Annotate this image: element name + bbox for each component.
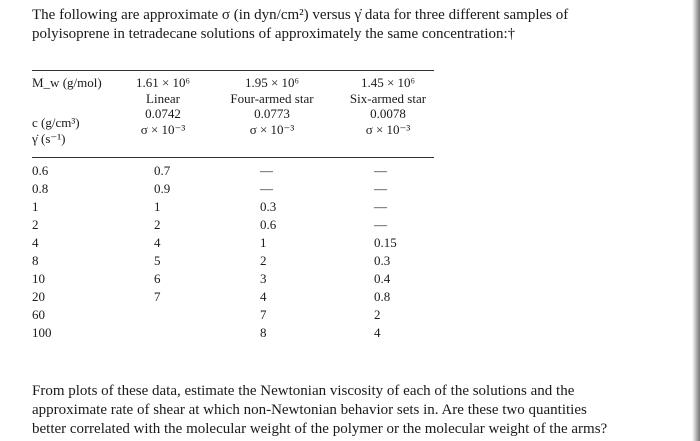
column-concentration: 0.0078 [370,106,406,121]
column-header-six-armed [332,75,444,137]
table-row [32,252,434,270]
table-row [32,288,434,306]
four-armed-cell: 0.3 [260,199,277,214]
column-header-linear [118,75,208,137]
shear-rate-cell: 8 [32,253,39,268]
column-mw: 1.61 × 10⁶ [135,75,191,90]
linear-cell: 1 [154,199,161,214]
four-armed-cell: 8 [260,325,267,340]
six-armed-cell: 4 [374,325,381,340]
column-mw: 1.45 × 10⁶ [360,75,416,90]
shear-rate-cell: 100 [32,325,52,340]
table-row [32,234,434,252]
linear-cell: 0.7 [154,163,171,178]
column-architecture: Four-armed star [230,90,314,106]
question-line-1: From plots of these data, estimate the Newtonian viscosity of each of the solutions and the [32,383,575,399]
table-row [32,270,434,288]
six-armed-cell: 0.8 [374,289,391,304]
four-armed-cell: 0.6 [260,217,277,232]
four-armed-cell: — [260,181,273,196]
column-concentration: 0.0773 [254,106,290,121]
linear-cell: 2 [154,217,161,232]
column-unit: σ × 10⁻³ [365,121,411,137]
table-header [32,71,434,157]
table-body [32,158,434,338]
table-row [32,306,434,324]
shear-rate-cell: 20 [32,289,45,304]
shear-rate-cell: 0.8 [32,181,49,196]
table-row [32,198,434,216]
six-armed-cell: — [374,163,387,178]
table-row [32,324,434,342]
shear-rate-cell: 1 [32,199,39,214]
mw-label: M_w (g/mol) [32,75,102,90]
column-architecture: Six-armed star [349,90,427,106]
column-mw: 1.95 × 10⁶ [244,75,300,90]
conc-label: c (g/cm³) [32,115,80,130]
six-armed-cell: — [374,181,387,196]
column-architecture: Linear [146,90,180,106]
column-unit: σ × 10⁻³ [140,121,186,137]
shear-rate-cell: 10 [32,271,45,286]
shear-rate-cell: 4 [32,235,39,250]
question-paragraph [32,382,672,439]
page-edge-shadow [692,0,700,441]
data-table [32,70,434,338]
shear-rate-label: γ̇ (s⁻¹) [32,131,66,146]
intro-paragraph [32,6,672,44]
six-armed-cell: — [374,217,387,232]
shear-rate-cell: 0.6 [32,163,49,178]
intro-line-1: The following are approximate σ (in dyn/cm²) versus γ̇ data for three different samples of [32,7,569,23]
question-line-2: approximate rate of shear at which non-Newtonian behavior sets in. Are these two quantities [32,402,587,418]
column-header-four-armed [212,75,332,137]
column-concentration: 0.0742 [145,106,181,121]
table-row [32,216,434,234]
linear-cell: 4 [154,235,161,250]
linear-cell: 0.9 [154,181,171,196]
four-armed-cell: 7 [260,307,267,322]
six-armed-cell: — [374,199,387,214]
linear-cell: 6 [154,271,161,286]
four-armed-cell: 4 [260,289,267,304]
six-armed-cell: 0.15 [374,235,397,250]
linear-cell: 7 [154,289,161,304]
four-armed-cell: — [260,163,273,178]
question-line-3: better correlated with the molecular weight of the polymer or the molecular weight of the arms? [32,421,608,437]
column-unit: σ × 10⁻³ [249,121,295,137]
six-armed-cell: 0.3 [374,253,391,268]
shear-rate-cell: 60 [32,307,45,322]
table-row [32,162,434,180]
four-armed-cell: 2 [260,253,267,268]
linear-cell: 5 [154,253,161,268]
shear-rate-cell: 2 [32,217,39,232]
intro-line-2: polyisoprene in tetradecane solutions of approximately the same concentration:† [32,26,516,42]
six-armed-cell: 2 [374,307,381,322]
four-armed-cell: 3 [260,271,267,286]
table-row [32,180,434,198]
four-armed-cell: 1 [260,235,267,250]
six-armed-cell: 0.4 [374,271,391,286]
